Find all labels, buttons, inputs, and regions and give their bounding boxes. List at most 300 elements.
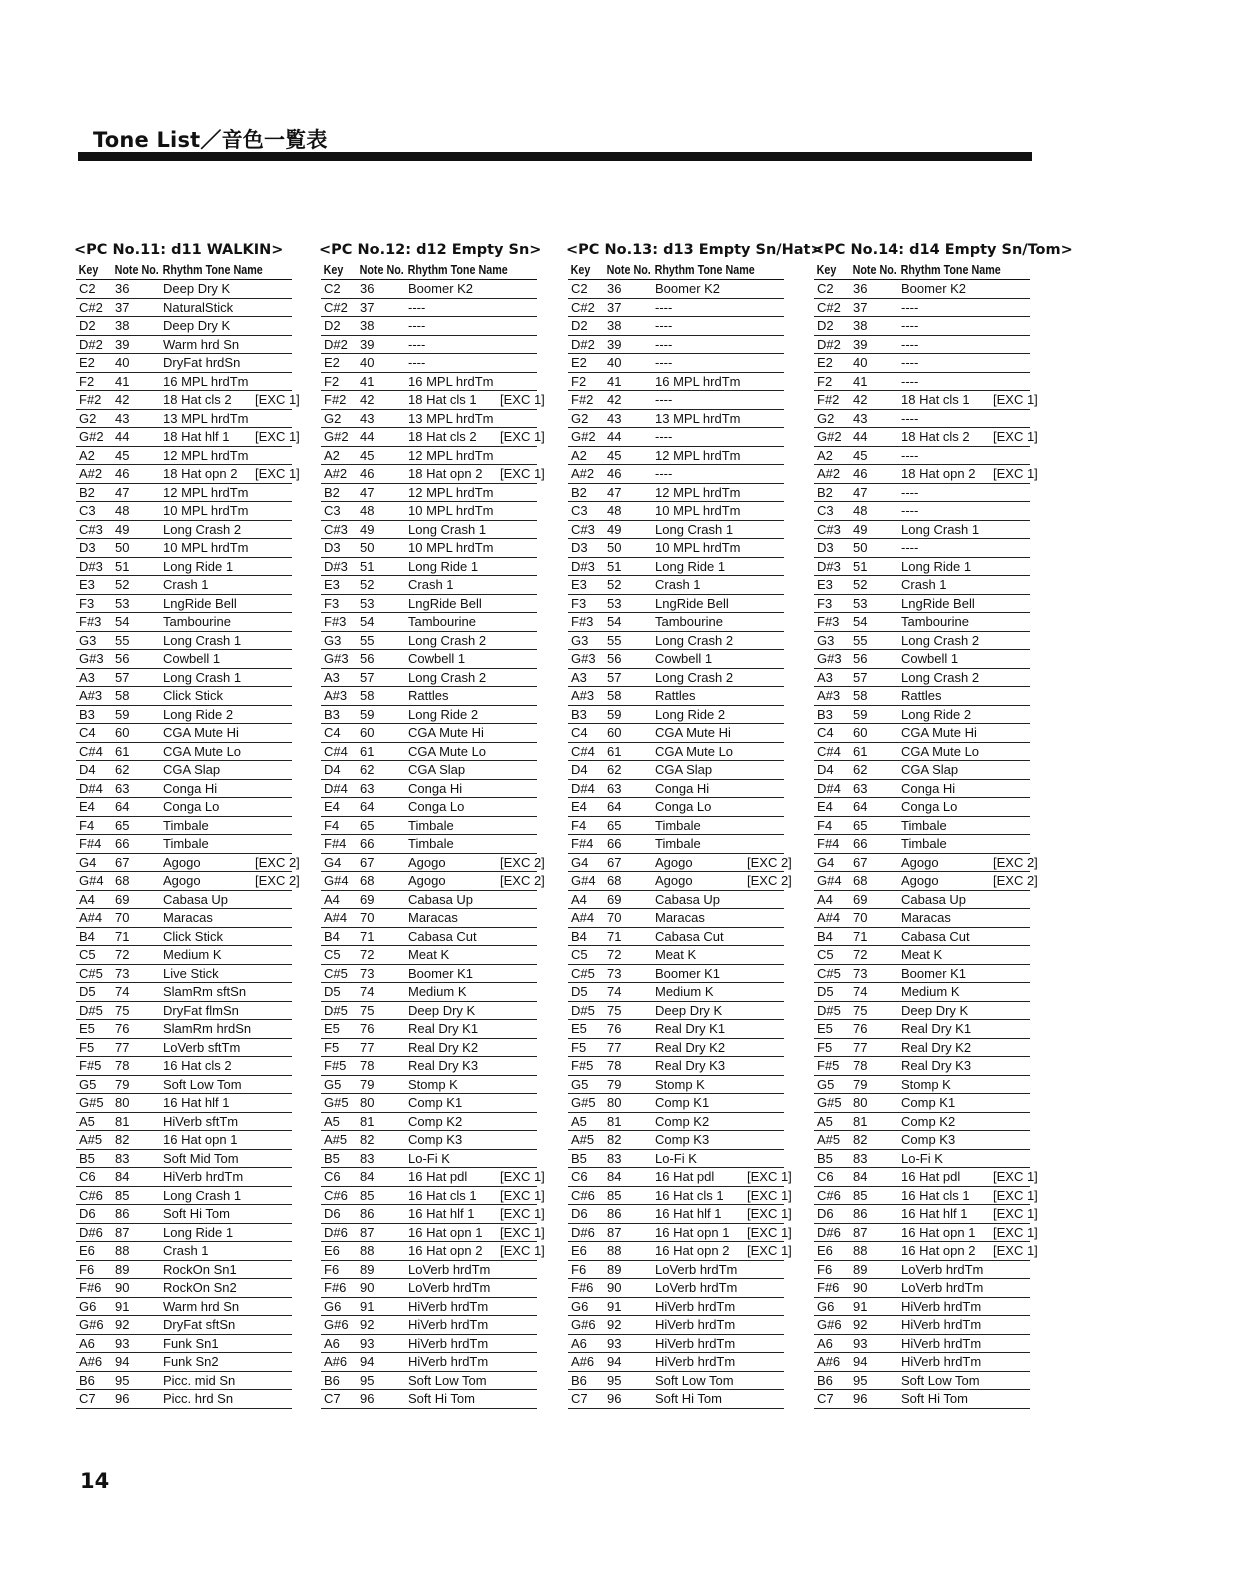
exclusive-group-cell (990, 668, 1030, 687)
table-row (321, 1297, 537, 1316)
table-row (568, 483, 784, 502)
key-cell: G#6 (321, 1316, 357, 1335)
page-number: 14 (80, 1469, 110, 1493)
key-cell: F#4 (814, 835, 850, 854)
exclusive-group-cell (252, 742, 292, 761)
key-cell: G#5 (568, 1094, 604, 1113)
note-number-cell: 65 (604, 816, 652, 835)
tone-name-cell: Agogo (898, 853, 990, 872)
exclusive-group-cell (252, 1334, 292, 1353)
key-cell: G#3 (321, 650, 357, 669)
tone-name-cell: LoVerb hrdTm (405, 1279, 497, 1298)
table-row (321, 1223, 537, 1242)
key-cell: C5 (814, 946, 850, 965)
table-row (568, 335, 784, 354)
tone-name-cell: HiVerb hrdTm (652, 1297, 744, 1316)
tone-name-cell: ---- (652, 428, 744, 447)
key-cell: F#4 (321, 835, 357, 854)
tone-name-cell: ---- (898, 446, 990, 465)
table-row (568, 1112, 784, 1131)
table-row (76, 335, 292, 354)
exclusive-group-cell: [EXC 1] (990, 1223, 1030, 1242)
note-number-cell: 72 (112, 946, 160, 965)
table-row (814, 298, 1030, 317)
tone-name-cell: Real Dry K3 (898, 1057, 990, 1076)
exclusive-group-cell (497, 539, 537, 558)
exclusive-group-cell (744, 890, 784, 909)
exclusive-group-cell (990, 335, 1030, 354)
exclusive-group-cell (497, 502, 537, 521)
key-cell: G2 (814, 409, 850, 428)
note-number-cell: 90 (112, 1279, 160, 1298)
exclusive-group-cell (990, 983, 1030, 1002)
table-row (814, 1186, 1030, 1205)
tone-name-cell: Comp K1 (405, 1094, 497, 1113)
table-row (814, 687, 1030, 706)
key-cell: E3 (76, 576, 112, 595)
tone-name-cell: 16 Hat cls 1 (405, 1186, 497, 1205)
key-cell: A6 (814, 1334, 850, 1353)
tone-name-cell: HiVerb hrdTm (898, 1353, 990, 1372)
note-number-cell: 53 (357, 594, 405, 613)
note-number-cell: 77 (112, 1038, 160, 1057)
note-number-header: Note No. (112, 262, 153, 280)
exclusive-group-cell (990, 742, 1030, 761)
note-number-cell: 51 (850, 557, 898, 576)
tone-name-cell: NaturalStick (160, 298, 252, 317)
note-number-cell: 90 (604, 1279, 652, 1298)
tone-name-cell: Cabasa Cut (898, 927, 990, 946)
note-number-cell: 80 (850, 1094, 898, 1113)
key-cell: G5 (814, 1075, 850, 1094)
tone-name-cell: Timbale (652, 816, 744, 835)
key-cell: C#3 (76, 520, 112, 539)
key-cell: D6 (568, 1205, 604, 1224)
tone-name-header: Rhythm Tone Name (160, 262, 274, 280)
table-row (814, 613, 1030, 632)
exclusive-group-cell (744, 613, 784, 632)
note-number-cell: 96 (357, 1390, 405, 1409)
table-row (76, 1149, 292, 1168)
tone-name-cell: HiVerb hrdTm (898, 1334, 990, 1353)
exclusive-group-cell (252, 280, 292, 299)
exclusive-group-cell (744, 761, 784, 780)
table-row (76, 668, 292, 687)
exclusive-group-cell (744, 446, 784, 465)
table-row (814, 650, 1030, 669)
tone-name-cell: LoVerb hrdTm (405, 1260, 497, 1279)
table-row (76, 1371, 292, 1390)
tone-name-cell: 16 Hat opn 1 (405, 1223, 497, 1242)
tone-name-cell: Long Crash 2 (405, 631, 497, 650)
table-row (321, 520, 537, 539)
tone-name-cell: Lo-Fi K (405, 1149, 497, 1168)
tone-name-cell: Long Crash 1 (160, 1186, 252, 1205)
key-cell: E5 (321, 1020, 357, 1039)
table-row (568, 1186, 784, 1205)
exclusive-group-cell (252, 594, 292, 613)
tone-name-cell: Cabasa Cut (652, 927, 744, 946)
note-number-cell: 50 (850, 539, 898, 558)
exclusive-group-cell: [EXC 1] (744, 1223, 784, 1242)
key-cell: F5 (321, 1038, 357, 1057)
exclusive-group-cell (252, 1131, 292, 1150)
note-number-cell: 84 (604, 1168, 652, 1187)
note-number-cell: 43 (850, 409, 898, 428)
tone-name-cell: Medium K (898, 983, 990, 1002)
table-row (814, 391, 1030, 410)
table-row (568, 428, 784, 447)
tone-name-cell: HiVerb hrdTm (652, 1353, 744, 1372)
tone-name-cell: Timbale (160, 835, 252, 854)
key-cell: F3 (321, 594, 357, 613)
tone-table (76, 262, 300, 1409)
table-row (321, 983, 537, 1002)
key-cell: E4 (321, 798, 357, 817)
key-cell: C#5 (321, 964, 357, 983)
note-number-cell: 43 (357, 409, 405, 428)
note-number-cell: 55 (357, 631, 405, 650)
key-cell: C6 (568, 1168, 604, 1187)
note-number-cell: 80 (112, 1094, 160, 1113)
exclusive-group-cell (497, 668, 537, 687)
note-number-cell: 46 (112, 465, 160, 484)
note-number-cell: 45 (112, 446, 160, 465)
key-cell: C2 (321, 280, 357, 299)
tone-name-cell: Cabasa Cut (405, 927, 497, 946)
tone-name-cell: 12 MPL hrdTm (652, 446, 744, 465)
exclusive-group-cell: [EXC 1] (497, 1242, 537, 1261)
exclusive-group-cell: [EXC 1] (497, 428, 537, 447)
key-cell: C7 (321, 1390, 357, 1409)
exclusive-group-cell (497, 613, 537, 632)
note-number-cell: 45 (850, 446, 898, 465)
note-number-cell: 47 (112, 483, 160, 502)
exclusive-group-cell (990, 1260, 1030, 1279)
note-number-cell: 93 (604, 1334, 652, 1353)
key-cell: F#2 (321, 391, 357, 410)
note-number-cell: 59 (357, 705, 405, 724)
key-cell: B3 (321, 705, 357, 724)
exclusive-group-cell (744, 724, 784, 743)
table-row (568, 983, 784, 1002)
note-number-cell: 44 (850, 428, 898, 447)
exclusive-group-cell (252, 1075, 292, 1094)
key-cell: D#6 (814, 1223, 850, 1242)
table-row (568, 1131, 784, 1150)
key-cell: E3 (321, 576, 357, 595)
tone-name-cell: ---- (898, 483, 990, 502)
table-row (76, 983, 292, 1002)
tone-name-cell: Long Crash 2 (898, 631, 990, 650)
note-number-cell: 65 (112, 816, 160, 835)
tone-name-cell: Cowbell 1 (652, 650, 744, 669)
tone-name-cell: ---- (898, 335, 990, 354)
tone-name-cell: ---- (652, 354, 744, 373)
tone-name-cell: Timbale (405, 835, 497, 854)
note-number-cell: 56 (850, 650, 898, 669)
key-cell: C#2 (568, 298, 604, 317)
key-cell: D6 (321, 1205, 357, 1224)
tone-name-cell: Real Dry K3 (652, 1057, 744, 1076)
tone-name-cell: Boomer K2 (652, 280, 744, 299)
table-row (814, 354, 1030, 373)
table-row (76, 909, 292, 928)
table-row (568, 520, 784, 539)
exclusive-group-cell: [EXC 2] (252, 853, 292, 872)
note-number-cell: 90 (357, 1279, 405, 1298)
exclusive-group-cell (497, 298, 537, 317)
note-number-header: Note No. (850, 262, 891, 280)
tone-name-cell: 18 Hat cls 2 (405, 428, 497, 447)
key-cell: G#6 (568, 1316, 604, 1335)
note-number-cell: 70 (604, 909, 652, 928)
table-row (76, 1316, 292, 1335)
exclusive-group-cell (744, 687, 784, 706)
tone-name-cell: Medium K (405, 983, 497, 1002)
tone-name-cell: Agogo (652, 872, 744, 891)
exclusive-group-cell (990, 1390, 1030, 1409)
tone-name-cell: 16 Hat cls 1 (898, 1186, 990, 1205)
exclusive-group-cell (990, 1057, 1030, 1076)
note-number-cell: 59 (850, 705, 898, 724)
tone-name-cell: Lo-Fi K (898, 1149, 990, 1168)
table-row (76, 428, 292, 447)
tone-name-cell: Comp K3 (405, 1131, 497, 1150)
table-row (321, 372, 537, 391)
tone-name-cell: DryFat flmSn (160, 1001, 252, 1020)
table-row (568, 539, 784, 558)
note-number-header: Note No. (604, 262, 645, 280)
exclusive-group-cell (497, 705, 537, 724)
note-number-cell: 57 (357, 668, 405, 687)
tone-name-cell: Stomp K (652, 1075, 744, 1094)
note-number-cell: 49 (112, 520, 160, 539)
key-cell: A#4 (814, 909, 850, 928)
key-cell: G4 (321, 853, 357, 872)
key-cell: G6 (568, 1297, 604, 1316)
key-cell: C2 (568, 280, 604, 299)
key-cell: F#5 (321, 1057, 357, 1076)
note-number-cell: 86 (604, 1205, 652, 1224)
table-row (76, 927, 292, 946)
exclusive-group-cell (252, 1260, 292, 1279)
tone-name-cell: Funk Sn2 (160, 1353, 252, 1372)
exclusive-group-cell (744, 1297, 784, 1316)
table-row (321, 872, 537, 891)
note-number-cell: 53 (112, 594, 160, 613)
key-cell: E4 (76, 798, 112, 817)
table-row (321, 724, 537, 743)
note-number-cell: 69 (112, 890, 160, 909)
table-row (321, 835, 537, 854)
table-row (76, 890, 292, 909)
note-number-cell: 56 (604, 650, 652, 669)
tone-name-cell: HiVerb sftTm (160, 1112, 252, 1131)
key-cell: B4 (568, 927, 604, 946)
tone-name-cell: ---- (898, 298, 990, 317)
note-number-cell: 77 (850, 1038, 898, 1057)
exclusive-group-cell (252, 520, 292, 539)
key-cell: E3 (814, 576, 850, 595)
key-cell: C#2 (814, 298, 850, 317)
key-cell: C3 (321, 502, 357, 521)
table-row (76, 1260, 292, 1279)
note-number-cell: 49 (604, 520, 652, 539)
key-cell: C#3 (814, 520, 850, 539)
note-number-cell: 91 (604, 1297, 652, 1316)
note-number-cell: 84 (850, 1168, 898, 1187)
exclusive-group-cell (744, 335, 784, 354)
key-cell: G2 (76, 409, 112, 428)
key-cell: E5 (814, 1020, 850, 1039)
exclusive-group-cell (497, 446, 537, 465)
table-row (321, 1260, 537, 1279)
tone-name-cell: Cabasa Up (405, 890, 497, 909)
exclusive-group-cell (990, 909, 1030, 928)
key-cell: C6 (321, 1168, 357, 1187)
tone-name-cell: Agogo (160, 853, 252, 872)
table-row (321, 650, 537, 669)
table-row (321, 631, 537, 650)
tone-list-column (812, 240, 1073, 1409)
note-number-cell: 78 (357, 1057, 405, 1076)
exclusive-group-cell (497, 280, 537, 299)
table-row (76, 1242, 292, 1261)
table-row (76, 1223, 292, 1242)
key-cell: A#5 (321, 1131, 357, 1150)
note-number-cell: 85 (604, 1186, 652, 1205)
note-number-cell: 85 (850, 1186, 898, 1205)
key-cell: C#6 (321, 1186, 357, 1205)
table-row (76, 1168, 292, 1187)
note-number-cell: 87 (357, 1223, 405, 1242)
table-row (814, 872, 1030, 891)
exclusive-group-cell: [EXC 2] (990, 853, 1030, 872)
note-number-cell: 44 (357, 428, 405, 447)
table-row (321, 1075, 537, 1094)
note-number-cell: 44 (112, 428, 160, 447)
key-cell: D4 (814, 761, 850, 780)
exclusive-group-cell (990, 613, 1030, 632)
note-number-cell: 92 (357, 1316, 405, 1335)
table-row (814, 1260, 1030, 1279)
note-number-cell: 87 (604, 1223, 652, 1242)
key-cell: G#5 (814, 1094, 850, 1113)
table-row (321, 1371, 537, 1390)
table-row (321, 354, 537, 373)
table-row (321, 594, 537, 613)
note-number-cell: 71 (357, 927, 405, 946)
table-row (568, 872, 784, 891)
key-cell: D2 (321, 317, 357, 336)
note-number-cell: 86 (357, 1205, 405, 1224)
key-cell: B2 (568, 483, 604, 502)
key-cell: G5 (321, 1075, 357, 1094)
key-cell: F#4 (568, 835, 604, 854)
exclusive-group-cell (744, 650, 784, 669)
key-cell: F#2 (568, 391, 604, 410)
exclusive-group-cell (744, 816, 784, 835)
exclusive-group-cell (990, 372, 1030, 391)
key-cell: B2 (76, 483, 112, 502)
table-row (321, 1279, 537, 1298)
tone-name-cell: CGA Slap (405, 761, 497, 780)
note-number-cell: 37 (357, 298, 405, 317)
exclusive-group-cell (990, 502, 1030, 521)
note-number-cell: 83 (357, 1149, 405, 1168)
table-row (76, 1297, 292, 1316)
table-row (76, 687, 292, 706)
exclusive-group-cell (497, 1075, 537, 1094)
exclusive-group-cell (744, 1038, 784, 1057)
key-cell: C#6 (76, 1186, 112, 1205)
tone-name-header: Rhythm Tone Name (652, 262, 766, 280)
tone-name-cell: Long Ride 2 (652, 705, 744, 724)
tone-name-cell: 18 Hat hlf 1 (160, 428, 252, 447)
note-number-cell: 88 (357, 1242, 405, 1261)
key-cell: A2 (321, 446, 357, 465)
exclusive-group-cell (744, 964, 784, 983)
note-number-cell: 77 (357, 1038, 405, 1057)
note-number-cell: 36 (112, 280, 160, 299)
tone-name-cell: ---- (898, 317, 990, 336)
note-number-cell: 55 (604, 631, 652, 650)
tone-name-cell: 16 Hat hlf 1 (160, 1094, 252, 1113)
note-number-cell: 63 (112, 779, 160, 798)
tone-name-cell: Cowbell 1 (160, 650, 252, 669)
key-cell: D#4 (568, 779, 604, 798)
exclusive-group-cell (497, 983, 537, 1002)
table-row (321, 465, 537, 484)
note-number-cell: 54 (357, 613, 405, 632)
note-number-cell: 61 (357, 742, 405, 761)
note-number-cell: 60 (850, 724, 898, 743)
tone-name-cell: LngRide Bell (405, 594, 497, 613)
exclusive-group-cell (744, 298, 784, 317)
key-cell: D5 (76, 983, 112, 1002)
table-row (76, 1186, 292, 1205)
exclusive-group-cell: [EXC 1] (497, 1223, 537, 1242)
exclusive-group-cell (252, 1297, 292, 1316)
key-cell: G#4 (814, 872, 850, 891)
column-heading: <PC No.12: d12 Empty Sn> (319, 242, 542, 258)
table-row (814, 724, 1030, 743)
note-number-cell: 40 (604, 354, 652, 373)
table-row (321, 1242, 537, 1261)
note-number-cell: 48 (357, 502, 405, 521)
note-number-cell: 55 (112, 631, 160, 650)
tone-name-cell: Crash 1 (160, 576, 252, 595)
note-number-cell: 39 (604, 335, 652, 354)
note-number-cell: 94 (112, 1353, 160, 1372)
exclusive-group-cell: [EXC 1] (990, 1168, 1030, 1187)
tone-name-cell: Long Ride 2 (898, 705, 990, 724)
table-row (814, 927, 1030, 946)
key-cell: C#6 (568, 1186, 604, 1205)
note-number-cell: 93 (112, 1334, 160, 1353)
exclusive-group-cell (744, 779, 784, 798)
exclusive-group-cell (990, 779, 1030, 798)
note-number-cell: 87 (850, 1223, 898, 1242)
key-cell: A5 (76, 1112, 112, 1131)
exclusive-group-cell (252, 613, 292, 632)
key-cell: D5 (321, 983, 357, 1002)
table-row (814, 964, 1030, 983)
note-number-cell: 62 (850, 761, 898, 780)
exclusive-group-cell (744, 409, 784, 428)
exclusive-group-cell (744, 483, 784, 502)
